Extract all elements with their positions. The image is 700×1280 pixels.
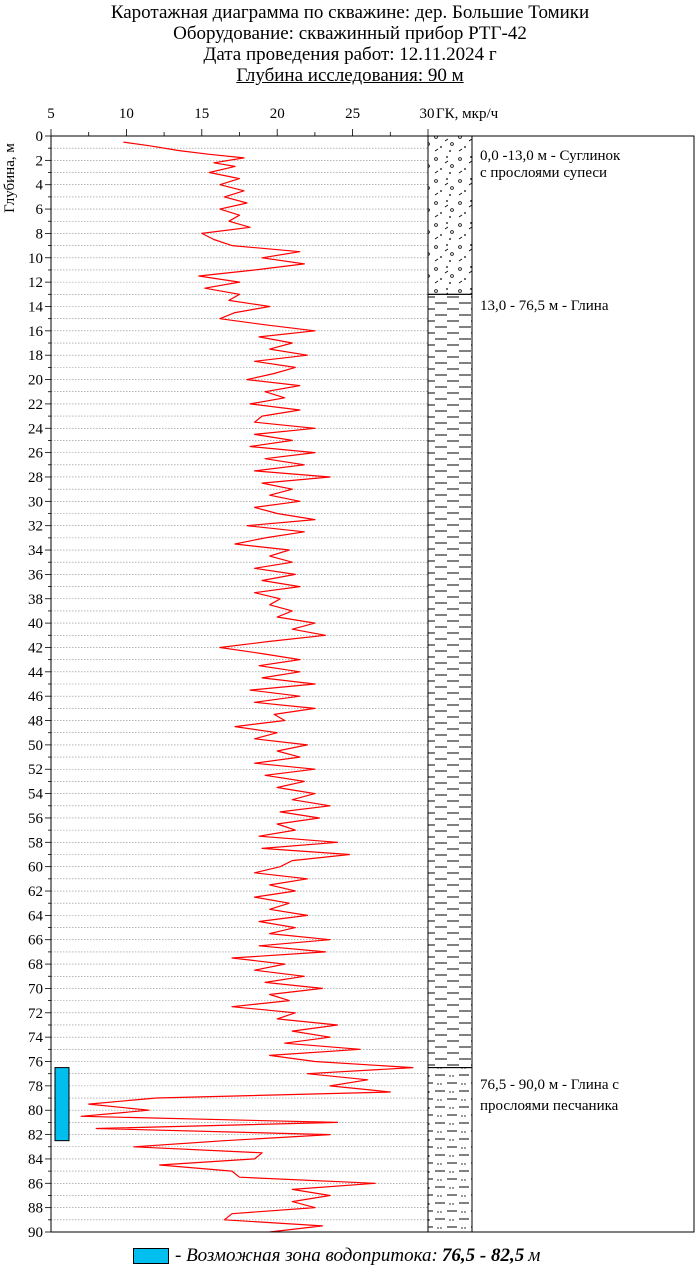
legend-swatch: [133, 1248, 169, 1264]
y-tick-label: 4: [35, 177, 43, 194]
x-tick-label: 25: [345, 106, 361, 122]
lithology-column: [428, 136, 472, 1232]
y-tick-label: 18: [28, 348, 43, 365]
y-tick-label: 32: [28, 518, 43, 535]
legend-dash: -: [175, 1245, 182, 1266]
y-tick-label: 84: [28, 1151, 43, 1168]
lithology-label-line: с прослоями супеси: [480, 165, 608, 181]
lithology-label-line: прослоями песчаника: [480, 1098, 619, 1114]
y-tick-label: 54: [28, 786, 43, 803]
lithology-labels: [480, 148, 621, 1114]
y-tick-label: 70: [28, 981, 43, 998]
y-tick-label: 66: [28, 932, 43, 949]
y-tick-label: 6: [35, 202, 43, 219]
legend-text: Возможная зона водопритока:: [186, 1245, 438, 1266]
y-tick-label: 16: [28, 323, 43, 340]
y-tick-label: 8: [35, 226, 43, 243]
y-tick-label: 44: [28, 664, 43, 681]
y-tick-label: 88: [28, 1200, 43, 1217]
lithology-clay: [428, 294, 472, 1067]
y-tick-label: 20: [28, 372, 43, 389]
y-tick-label: 68: [28, 957, 43, 974]
x-axis-title: ГК, мкр/ч: [436, 106, 499, 122]
x-tick-label: 30: [419, 106, 435, 122]
y-tick-label: 24: [28, 421, 43, 438]
plot-frame: [51, 136, 428, 1232]
y-tick-label: 74: [28, 1030, 43, 1047]
gk-series-line: [81, 142, 413, 1232]
y-tick-label: 46: [28, 689, 43, 706]
y-tick-label: 58: [28, 835, 43, 852]
y-tick-label: 64: [28, 908, 43, 925]
y-axis-labels: [28, 129, 44, 1240]
y-tick-label: 56: [28, 810, 43, 827]
title-line-1: Каротажная диаграмма по скважине: дер. Большие Томики: [110, 2, 590, 23]
legend-value: 76,5 - 82,5: [441, 1245, 525, 1266]
y-tick-label: 26: [28, 445, 43, 462]
y-tick-label: 0: [35, 129, 43, 145]
y-tick-label: 12: [28, 275, 43, 292]
y-tick-label: 38: [28, 591, 43, 608]
y-tick-label: 2: [35, 153, 43, 170]
y-tick-label: 52: [28, 762, 43, 779]
legend-unit: м: [528, 1245, 541, 1266]
x-tick-label: 5: [47, 106, 55, 122]
y-tick-label: 42: [28, 640, 43, 657]
legend: [133, 1244, 540, 1268]
y-axis-title: Глубина, м: [2, 143, 18, 213]
x-tick-label: 15: [194, 106, 210, 122]
water-zone-bar: [55, 1068, 69, 1141]
y-tick-label: 14: [28, 299, 43, 316]
y-tick-label: 28: [28, 469, 43, 486]
title-depth: Глубина исследования: 90 м: [236, 65, 464, 86]
x-tick-label: 20: [269, 106, 285, 122]
y-tick-label: 82: [28, 1127, 43, 1144]
grid: [45, 129, 428, 1232]
x-axis-labels: [47, 106, 498, 122]
y-tick-label: 86: [28, 1176, 43, 1193]
y-tick-label: 90: [28, 1225, 43, 1240]
y-tick-label: 60: [28, 859, 43, 876]
title-line-3: Дата проведения работ: 12.11.2024 г: [203, 44, 497, 65]
x-tick-label: 10: [118, 106, 134, 122]
y-tick-label: 48: [28, 713, 43, 730]
lithology-clay-sandstone: [428, 1068, 472, 1232]
y-tick-label: 22: [28, 396, 43, 413]
y-tick-label: 34: [28, 543, 43, 560]
lithology-label-line: 76,5 - 90,0 м - Глина с: [480, 1077, 619, 1093]
y-tick-label: 10: [28, 250, 43, 267]
y-tick-label: 50: [28, 737, 43, 754]
y-tick-label: 72: [28, 1005, 43, 1022]
lithology-label-line: 13,0 - 76,5 м - Глина: [480, 298, 609, 314]
title-line-2: Оборудование: скважинный прибор РТГ-42: [173, 23, 527, 44]
lithology-label-line: 0,0 -13,0 м - Суглинок: [480, 148, 621, 164]
y-tick-label: 30: [28, 494, 43, 511]
y-tick-label: 76: [28, 1054, 43, 1071]
y-tick-label: 36: [28, 567, 43, 584]
y-tick-label: 80: [28, 1103, 43, 1120]
y-tick-label: 40: [28, 616, 43, 633]
y-tick-label: 78: [28, 1078, 43, 1095]
y-tick-label: 62: [28, 884, 43, 901]
lithology-loam: [428, 136, 472, 294]
